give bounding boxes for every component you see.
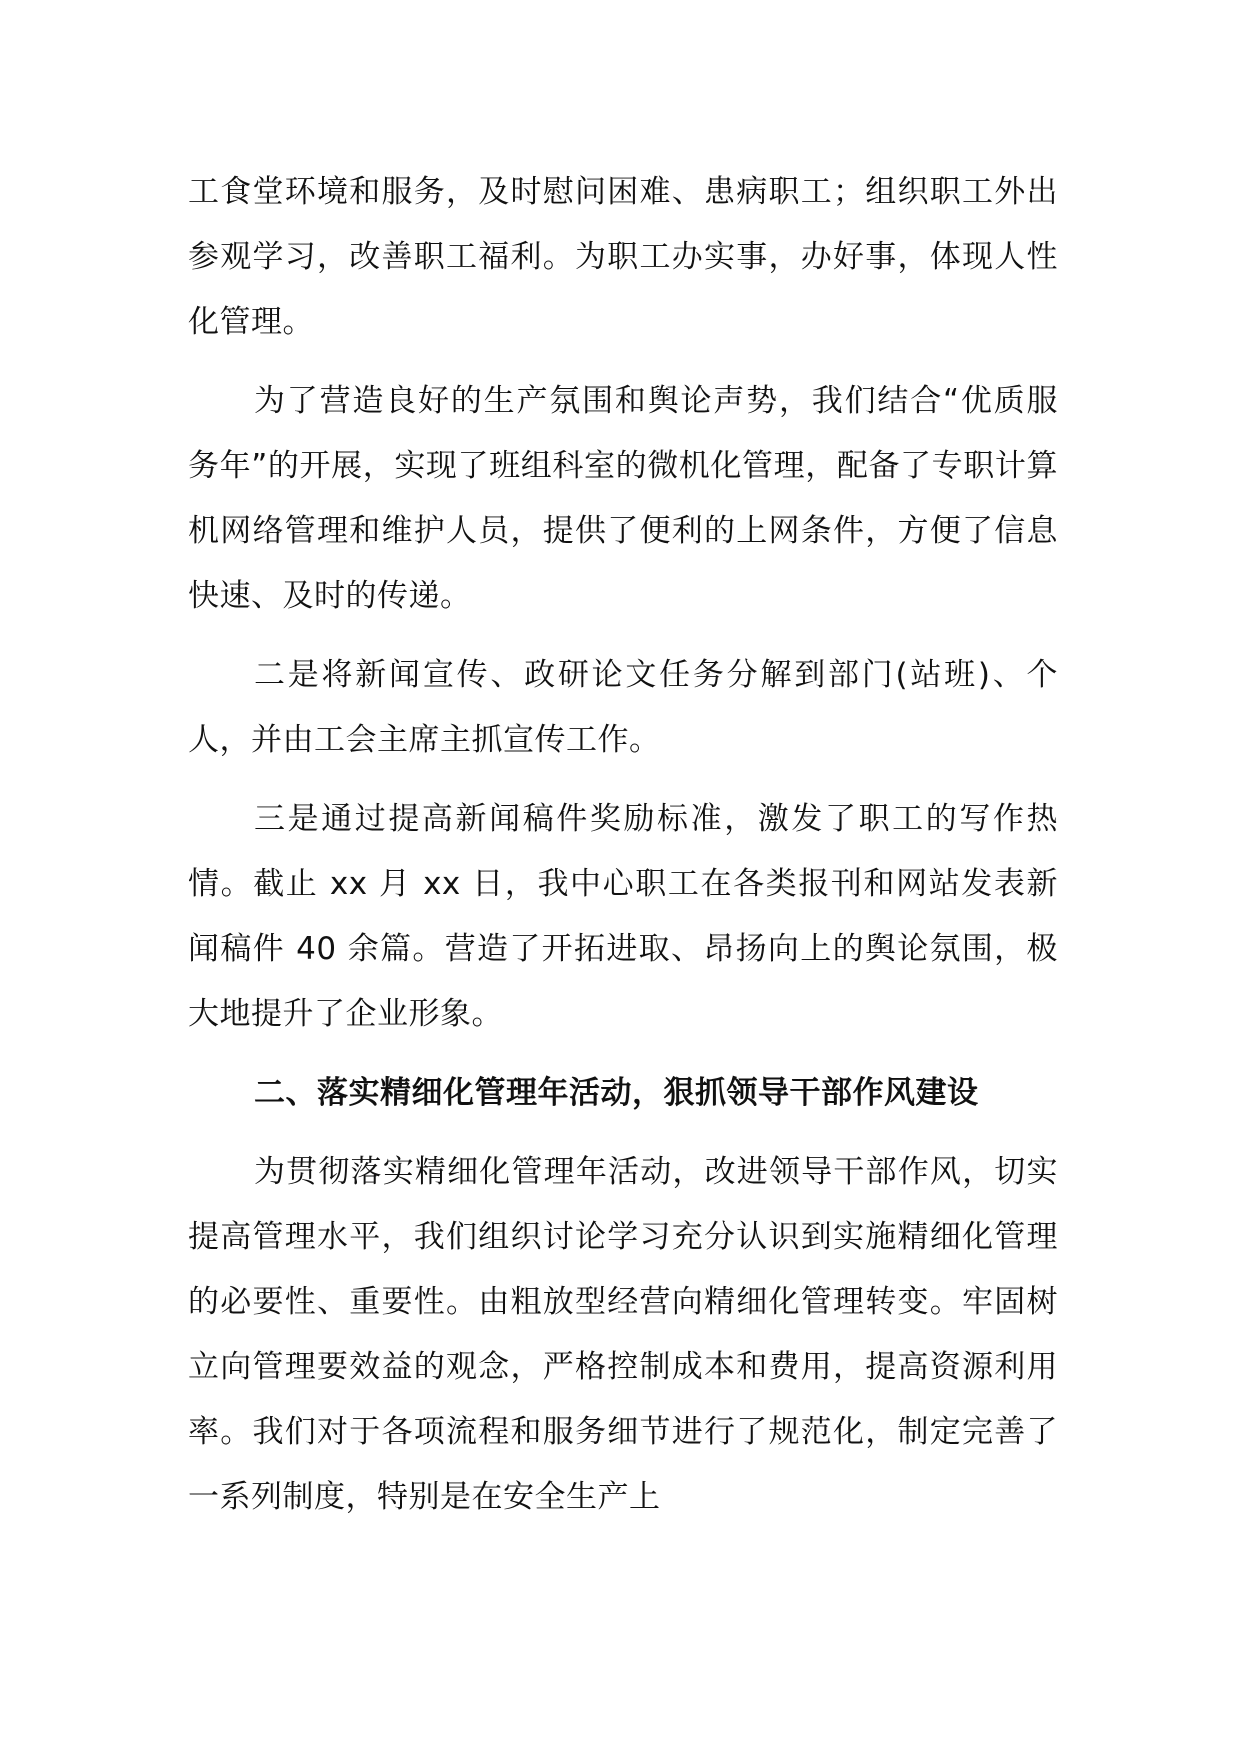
paragraph-atmosphere: 为了营造良好的生产氛围和舆论声势，我们结合“优质服务年”的开展，实现了班组科室的微机化管理，配备了专职计算机网络管理和维护人员，提供了便利的上网条件，方便了信息快速、及时的传递。 (188, 383, 1058, 614)
section-heading: 二、落实精细化管理年活动，狠抓领导干部作风建设 (254, 1075, 979, 1111)
paragraph-point-two: 二是将新闻宣传、政研论文任务分解到部门(站班)、个人，并由工会主席主抓宣传工作。 (188, 657, 1058, 758)
paragraph-point-three: 三是通过提高新闻稿件奖励标准，激发了职工的写作热情。截止 xx 月 xx 日，我中心职工在各类报刊和网站发表新闻稿件 40 余篇。营造了开拓进取、昂扬向上的舆论氛围，极大地提升了企业形象。 (188, 801, 1058, 1032)
paragraph-continuation: 工食堂环境和服务，及时慰问困难、患病职工；组织职工外出参观学习，改善职工福利。为职工办实事，办好事，体现人性化管理。 (188, 174, 1058, 340)
paragraph-refined-management: 为贯彻落实精细化管理年活动，改进领导干部作风，切实提高管理水平，我们组织讨论学习充分认识到实施精细化管理的必要性、重要性。由粗放型经营向精细化管理转变。牢固树立向管理要效益的观念，严格控制成本和费用，提高资源利用率。我们对于各项流程和服务细节进行了规范化，制定完善了一系列制度，特别是在安全生产上 (188, 1154, 1058, 1515)
document-body (188, 160, 1058, 1544)
